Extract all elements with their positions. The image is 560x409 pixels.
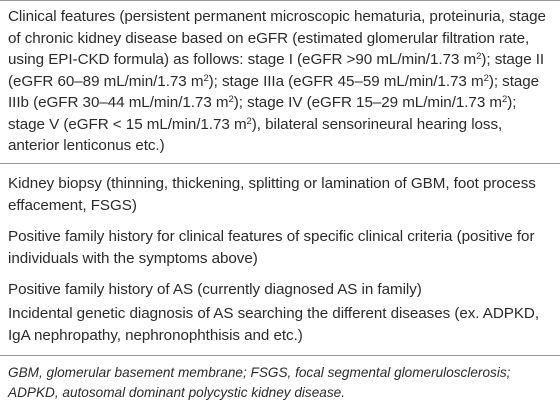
kidney-biopsy-cell <box>8 173 556 216</box>
clinical-line-4c: ); stage <box>488 72 540 90</box>
genetic-line-2: IgA nephropathy, nephronophthisis and etc.) <box>8 326 303 344</box>
clinical-line-6a: stage V (eGFR < 15 mL/min/1.73 m <box>8 115 247 133</box>
clinical-line-1: Clinical features (persistent permanent microscopic hematuria, proteinuria, stage <box>8 8 546 25</box>
superscript-2: 2 <box>228 94 234 105</box>
family-history-as-cell <box>8 279 556 301</box>
superscript-2: 2 <box>203 72 209 84</box>
clinical-line-4b: ); stage IIIa (eGFR 45–59 mL/min/1.73 m <box>208 72 484 90</box>
clinical-line-7: anterior lenticonus etc.) <box>8 137 165 154</box>
footnote-line-2: ADPKD, autosomal dominant polycystic kidney disease. <box>8 385 345 400</box>
table-bottom-rule <box>0 355 560 356</box>
clinical-features-cell <box>8 6 556 157</box>
family-as-line: Positive family history of AS (currently diagnosed AS in family) <box>8 281 422 298</box>
clinical-line-6b: ), bilateral sensorineural hearing loss, <box>251 115 503 133</box>
superscript-2: 2 <box>246 115 252 127</box>
clinical-line-3a: using EPI-CKD formula) as follows: stage I (eGFR >90 mL/min/1.73 m <box>8 51 477 68</box>
genetic-diagnosis-cell <box>8 303 556 346</box>
biopsy-line-1: Kidney biopsy (thinning, thickening, splitting or lamination of GBM, foot process <box>8 175 536 192</box>
family-clinical-line-1: Positive family history for clinical features of specific clinical criteria (positive for <box>8 228 535 245</box>
family-clinical-line-2: individuals with the symptoms above) <box>8 249 258 267</box>
genetic-line-1: Incidental genetic diagnosis of AS searching the different diseases (ex. ADPKD, <box>8 305 540 322</box>
superscript-2: 2 <box>483 72 489 84</box>
table-mid-rule <box>0 163 560 164</box>
footnote-line-1: GBM, glomerular basement membrane; FSGS, focal segmental glomerulosclerosis; <box>8 365 511 380</box>
table-top-rule <box>0 0 560 1</box>
clinical-line-4a: (eGFR 60–89 mL/min/1.73 m <box>8 72 204 90</box>
biopsy-line-2: effacement, FSGS) <box>8 196 137 214</box>
clinical-line-3b: ); stage II <box>481 51 545 68</box>
clinical-line-2: of chronic kidney disease based on eGFR (estimated glomerular filtration rate, <box>8 29 530 47</box>
superscript-2: 2 <box>476 51 482 62</box>
clinical-line-5a: IIIb (eGFR 30–44 mL/min/1.73 m <box>8 94 229 111</box>
superscript-2: 2 <box>502 94 508 105</box>
clinical-line-5b: ); stage IV (eGFR 15–29 mL/min/1.73 m <box>233 94 502 111</box>
family-history-clinical-cell <box>8 226 556 269</box>
clinical-line-5c: ); <box>507 94 517 111</box>
table-footnote <box>8 363 556 403</box>
